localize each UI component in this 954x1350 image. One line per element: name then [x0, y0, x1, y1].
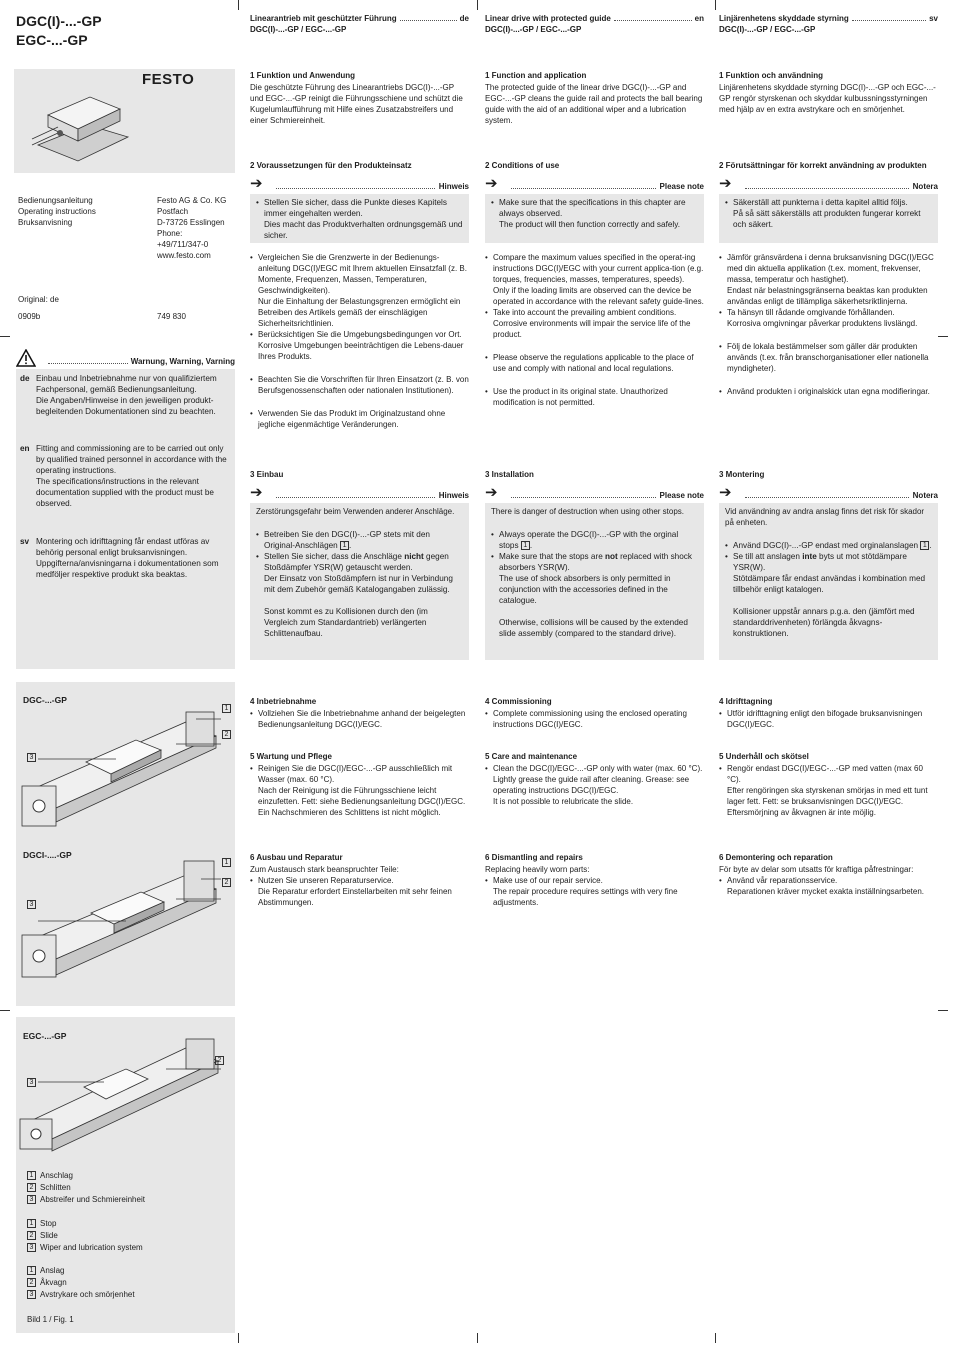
- crop-mark: [938, 1010, 948, 1011]
- text: Ein Nachschmieren des Schlittens ist nicht möglich.: [258, 808, 441, 817]
- arrow-right-icon: ➔: [719, 175, 732, 192]
- callout-3: 3: [27, 753, 36, 762]
- text: nicht: [404, 552, 424, 561]
- text: Zerstörungsgefahr beim Verwenden anderer Anschläge.: [256, 507, 455, 516]
- note-bar: [485, 481, 704, 501]
- callout-2: 2: [222, 878, 231, 887]
- language-column-sv: [719, 0, 938, 1350]
- callout-3: 3: [27, 900, 36, 909]
- text: • Jämför gränsvärdena i denna bruksanvisning DGC(I)/EGC med din aktuella applikation (t.ex. moment, frekvenser, massa, temperatur och hastighet).: [719, 252, 938, 285]
- text: 5 Underhåll och skötsel: [719, 752, 809, 761]
- lang-code-en: en: [20, 444, 30, 453]
- text: • Använd produkten i originalskick utan egna modifieringar.: [719, 386, 938, 397]
- text: Notera: [912, 182, 938, 191]
- text: Vid användning av andra anslag finns det risk för skador på enheten.: [725, 507, 925, 527]
- section-conditions: [719, 160, 938, 397]
- text: Kollisioner uppstår annars p.g.a. den (jämfört med standarddrivenheten) förlängda åkvagns-konstruktionen.: [733, 607, 915, 638]
- note-box: Zerstörungsgefahr beim Verwenden anderer Anschläge. • Betreiben Sie den DGC(I)-...-GP stets mit den Original-Anschlägen 1 . • Stellen Sie sicher, dass die Anschläge nicht gegen Stoßdämpfer YSR(W) getauscht werden. Der Einsatz von Stoßdämpfern ist nur in Verbindung mit dem Zubehör gemäß Katalogangaben zulässig. Sonst kommt es zu Kollisionen durch den (im Vergleich zum Standardantrieb) verlängerten Schlittenaufbau.: [250, 503, 469, 660]
- section-repair: [250, 852, 469, 908]
- note-box: [719, 194, 938, 243]
- figure-caption: Bild 1 / Fig. 1: [27, 1315, 74, 1324]
- doc-type: Operating instructions: [18, 207, 96, 216]
- company-line: +49/711/347-0: [157, 240, 209, 249]
- text: Hinweis: [438, 491, 469, 500]
- company-address: [157, 195, 237, 261]
- legend-sv: 1 Anslag 2 Åkvagn 3 Avstrykare och smörjenhet: [27, 1265, 135, 1301]
- text: sv: [929, 14, 938, 23]
- text: 6 Demontering och reparation: [719, 853, 833, 862]
- text: 5 Care and maintenance: [485, 752, 578, 761]
- text: Stellen Sie sicher, dass die Anschläge: [264, 552, 402, 561]
- text: Otherwise, collisions will be caused by the extended slide assembly (compared to the standard drive).: [499, 618, 688, 638]
- text: Make sure that the stops are: [499, 552, 603, 561]
- section-function: [719, 70, 938, 115]
- text: • Vollziehen Sie die Inbetriebnahme anhand der beigelegten Bedienungsanleitung DGC(I)/EGC.: [250, 708, 469, 730]
- title-line-2: EGC-...-GP: [16, 32, 88, 48]
- text: • Vergleichen Sie die Grenzwerte in der Bedienungs-anleitung DGC(I)/EGC mit Ihrem aktuellen Einsatzfall (z. B. Momente, Frequenzen, Massen, Temperaturen, Geschwindigkeiten).: [250, 252, 469, 296]
- doc-type: Bruksanvisning: [18, 218, 73, 227]
- text: DGC(I)-...-GP / EGC-...-GP: [250, 25, 347, 34]
- callout-1: 1: [222, 858, 231, 867]
- product-illustration: [28, 75, 138, 170]
- language-column-en: [485, 0, 704, 1350]
- text: Der Einsatz von Stoßdämpfern ist nur in Verbindung mit dem Zubehör gemäß Katalogangaben zulässig.: [264, 574, 453, 594]
- text: Please note: [659, 491, 704, 500]
- doc-type-list: [18, 195, 148, 228]
- text: • Rengör endast DGC(I)/EGC-...-GP med vatten (max 60 °C).: [719, 763, 938, 785]
- text: 4 Inbetriebnahme: [250, 697, 317, 706]
- section-function: [250, 70, 469, 126]
- text: 2 Conditions of use: [485, 161, 560, 170]
- text: Betreiben Sie den DGC(I)-...-GP stets mit den Original-Anschlägen: [264, 530, 430, 550]
- text: • Nutzen Sie unseren Reparaturservice.: [250, 875, 469, 886]
- company-line: Postfach: [157, 207, 189, 216]
- text: not: [605, 552, 618, 561]
- text: Linearantrieb mit geschützter Führung: [250, 14, 397, 23]
- text: The protected guide of the linear drive DGC(I)-...-GP and EGC-...-GP cleans the guide rail and protects the ball bearing guide with the aid of an additional wiper and a lubrication system.: [485, 83, 703, 125]
- text: • Verwenden Sie das Produkt im Originalzustand ohne jegliche eigenmächtige Veränderungen.: [250, 408, 469, 430]
- callout-2: 2: [222, 730, 231, 739]
- note-bar: [485, 172, 704, 192]
- figure-label-egc: EGC-...-GP: [23, 1031, 67, 1041]
- text: The repair procedure requires settings with very fine adjustments.: [493, 887, 678, 907]
- note-bar: [250, 481, 469, 501]
- text: Lightly grease the guide rail after cleaning. Grease: see operating instructions DGC(I)/EGC.: [493, 775, 690, 795]
- arrow-right-icon: ➔: [250, 484, 263, 501]
- text: Nach der Reinigung ist die Führungsschiene leicht einzufetten. Fett: siehe Bedienungsanleitung DGC(I)/EGC.: [258, 786, 466, 806]
- text: • Stellen Sie sicher, dass die Punkte dieses Kapitels immer eingehalten werden.: [256, 197, 463, 219]
- crop-mark: [0, 1010, 10, 1011]
- text: Only if the loading limits are observed can the device be operated in accordance with the relevant safety guide-lines.: [493, 286, 704, 306]
- text: Please note: [659, 182, 704, 191]
- callout-2: 2: [215, 1056, 224, 1065]
- section-function: [485, 70, 704, 126]
- part-number: 749 830: [157, 312, 186, 321]
- text: Se till att anslagen: [733, 552, 800, 561]
- text: It is not possible to relubricate the slide.: [493, 797, 634, 806]
- text: Replacing heavily worn parts:: [485, 865, 590, 874]
- warning-label: Warnung, Warning, Varning: [130, 357, 235, 366]
- crop-mark: [477, 1333, 478, 1343]
- text: • Take into account the prevailing ambient conditions.: [485, 307, 704, 318]
- text: Stötdämpare får endast användas i kombination med tillbehör enligt katalogen.: [733, 574, 926, 594]
- arrow-right-icon: ➔: [485, 484, 498, 501]
- text: 2 Förutsättningar för korrekt användning av produkten: [719, 161, 927, 170]
- note-box: [485, 194, 704, 243]
- text: 6 Dismantling and repairs: [485, 853, 583, 862]
- dgc-illustration: [16, 692, 235, 842]
- egc-illustration: [16, 1029, 235, 1154]
- text: • Berücksichtigen Sie die Umgebungsbedingungen vor Ort.: [250, 329, 469, 340]
- warning-text-en: Fitting and commissioning are to be carried out only by qualified trained personnel in accordance with the operating instructions. The specifications/instructions in the relevant documentation supplied with the product must be observed.: [36, 444, 227, 508]
- text: Korrosiva omgivningar påverkar produktens livslängd.: [727, 319, 918, 328]
- arrow-right-icon: ➔: [719, 484, 732, 501]
- text: 6 Ausbau und Reparatur: [250, 853, 343, 862]
- text: • Please observe the regulations applicable to the place of use and comply with national and local regulations.: [485, 352, 704, 374]
- text: Always operate the DGC(I)-...-GP with the orginal stops: [499, 530, 679, 550]
- text: Använd DGC(I)-...-GP endast med orginalanslagen: [733, 541, 919, 550]
- warning-text-de: Einbau und Inbetriebnahme nur von qualifiziertem Fachpersonal, gemäß Bedienungsanleitung. Die Angaben/Hinweise in den jeweiligen produkt-begleitenden Dokumentationen sind zu beachten.: [36, 374, 217, 416]
- text: 1 Function and application: [485, 71, 587, 80]
- text: de: [459, 14, 469, 23]
- text: Dies macht das Produktverhalten ordnungsgemäß und sicher.: [264, 220, 463, 240]
- text: 2 Voraussetzungen für den Produkteinsatz: [250, 161, 412, 170]
- warning-text-sv: Montering och idrifttagning får endast utföras av behörig personal enligt bruksanvisningen. Uppgifterna/anvisningarna i dokumentationen som medföljer respektive produkt ska beaktas.: [36, 537, 219, 579]
- company-line: D-73726 Esslingen: [157, 218, 225, 227]
- section-repair: [485, 852, 704, 908]
- text: • Complete commissioning using the enclosed operating instructions DGC(I)/EGC.: [485, 708, 704, 730]
- figure-label-dgci: DGCI-....-GP: [23, 850, 72, 860]
- company-website: www.festo.com: [157, 251, 211, 260]
- text: Linjärenhetens skyddade styrning DGC(I)-...-GP och EGC-...-GP rengör styrskenan och skyddar kulbussningsstyrningen med hjälp av en extra avstrykare och en smörjenhet.: [719, 83, 936, 114]
- text: Reparationen kräver mycket exakta inställningsarbeten.: [727, 887, 924, 896]
- figure-panel-egc: [16, 1017, 235, 1333]
- text: The product will then function correctly and safely.: [499, 220, 680, 229]
- section-maintenance: [485, 751, 704, 807]
- section-installation: [250, 469, 469, 660]
- text: Notera: [912, 491, 938, 500]
- text: Zum Austausch stark beanspruchter Teile:: [250, 865, 399, 874]
- text: inte: [802, 552, 817, 561]
- crop-mark: [238, 0, 239, 10]
- text: • Säkerställ att punkterna i detta kapitel alltid följs.: [725, 197, 932, 208]
- section-repair: [719, 852, 938, 897]
- section-conditions: [485, 160, 704, 408]
- warning-bar: [16, 343, 235, 367]
- text: • Följ de lokala bestämmelser som gäller där produkten används (t.ex. från branschorganisationer eller nationella myndigheter).: [719, 341, 938, 374]
- text: Die geschützte Führung des Linearantriebs DGC(I)-...-GP und EGC-...-GP reinigt die Führungsschiene und schützt die Kugelumlaufführung mit Hilfe eines Zusatzabstreifers und einer Schmiereinheit.: [250, 83, 463, 125]
- text: 3 Installation: [485, 470, 534, 479]
- text: • Använd vår reparationsservice.: [719, 875, 938, 886]
- dgci-illustration: [16, 847, 235, 997]
- original-language: Original: de: [18, 295, 59, 304]
- text: 5 Wartung und Pflege: [250, 752, 332, 761]
- text: • Clean the DGC(I)/EGC-...-GP only with water (max. 60 °C).: [485, 763, 704, 774]
- section-commissioning: [719, 696, 938, 730]
- title-line-1: DGC(I)-...-GP: [16, 13, 102, 29]
- company-line: Festo AG & Co. KG: [157, 196, 227, 205]
- product-header-panel: [14, 69, 235, 173]
- text: en: [694, 14, 704, 23]
- note-bar: [250, 172, 469, 192]
- text: There is danger of destruction when using other stops.: [491, 507, 684, 516]
- arrow-right-icon: ➔: [485, 175, 498, 192]
- text: 3 Montering: [719, 470, 765, 479]
- note-box: [250, 194, 469, 243]
- text: För byte av delar som utsatts för kraftiga påfrestningar:: [719, 865, 914, 874]
- crop-mark: [715, 0, 716, 10]
- text: • Compare the maximum values specified in the operat-ing instructions DGC(I)/EGC with your current applica-tion (e.g. torques, frequencies, masses, temperatures, speeds).: [485, 252, 704, 285]
- text: 1 Funktion und Anwendung: [250, 71, 356, 80]
- text: • Make sure that the specifications in this chapter are always observed.: [491, 197, 698, 219]
- text: Efter rengöringen ska styrskenan smörjas in med ett tunt lager fett. Fett: se bruksanvisningen DGC(I)/EGC.: [727, 786, 928, 806]
- crop-mark: [477, 0, 478, 10]
- lang-code-de: de: [20, 374, 30, 383]
- text: DGC(I)-...-GP / EGC-...-GP: [719, 25, 816, 34]
- callout-1: 1: [222, 704, 231, 713]
- document-title: [16, 12, 102, 50]
- figure-label-dgc: DGC-...-GP: [23, 695, 67, 705]
- figure-panel-dgc: [16, 682, 235, 1006]
- doc-type: Bedienungsanleitung: [18, 196, 93, 205]
- warning-section: [16, 343, 235, 669]
- section-commissioning: [250, 696, 469, 730]
- text: Linjärenhetens skyddade styrning: [719, 14, 849, 23]
- legend-en: 1 Stop 2 Slide 3 Wiper and lubrication system: [27, 1218, 143, 1254]
- section-conditions: [250, 160, 469, 430]
- column-header: [719, 13, 938, 35]
- text: replaced with shock absorbers YSR(W).: [499, 552, 692, 572]
- crop-mark: [238, 1333, 239, 1343]
- text: På så sätt säkerställs att produkten fungerar korrekt och säkert.: [733, 209, 921, 229]
- note-box: There is danger of destruction when using other stops. • Always operate the DGC(I)-...-GP with the orginal stops 1 . • Make sure that the stops are not replaced with shock absorbers YSR(W). The use of shock absorbers is only permitted in conjunction with the accessories defined in the catalogue. Otherwise, collisions will be caused by the extended slide assembly (compared to the standard drive).: [485, 503, 704, 660]
- text: Corrosive environments will impair the service life of the product.: [493, 319, 691, 339]
- text: Die Reparatur erfordert Einstellarbeiten mit sehr feinen Abstimmungen.: [258, 887, 452, 907]
- section-installation: [485, 469, 704, 660]
- note-bar: [719, 172, 938, 192]
- arrow-right-icon: ➔: [250, 175, 263, 192]
- language-column-de: [250, 0, 469, 1350]
- text: Endast när belastningsgränserna beaktas kan produkten användas enligt de tillämpliga säkerhetsriktlinjerna.: [727, 286, 928, 306]
- text: • Ta hänsyn till rådande omgivande förhållanden.: [719, 307, 938, 318]
- text: The use of shock absorbers is only permitted in conjunction with the accessories defined in the catalogue.: [499, 574, 671, 605]
- text: Eftersmörjning av åkvagnen är inte möjlig.: [727, 808, 876, 817]
- text: • Use the product in its original state. Unauthorized modification is not permitted.: [485, 386, 704, 408]
- section-commissioning: [485, 696, 704, 730]
- text: Linear drive with protected guide: [485, 14, 611, 23]
- text: • Reinigen Sie die DGC(I)/EGC-...-GP ausschließlich mit Wasser (max. 60 °C).: [250, 763, 469, 785]
- crop-mark: [938, 336, 948, 337]
- crop-mark: [0, 336, 10, 337]
- text: • Make use of our repair service.: [485, 875, 704, 886]
- warning-box: [16, 369, 235, 669]
- warning-triangle-icon: [16, 349, 36, 367]
- text: Hinweis: [438, 182, 469, 191]
- text: Nur die Einhaltung der Belastungsgrenzen ermöglicht ein Betreiben des Artikels gemäß der einschlägigen Sicherheitsrichtlinien.: [258, 297, 461, 328]
- note-bar: [719, 481, 938, 501]
- section-maintenance: [719, 751, 938, 818]
- text: Korrosive Umgebungen beeinträchtigen die Lebens-dauer Ihres Produkts.: [258, 341, 464, 361]
- version-code: 0909b: [18, 312, 41, 321]
- company-line: Phone:: [157, 229, 183, 238]
- text: 4 Idrifttagning: [719, 697, 773, 706]
- text: • Utför idrifttagning enligt den bifogade bruksanvisningen DGC(I)/EGC.: [719, 708, 938, 730]
- section-installation: [719, 469, 938, 660]
- text: 4 Commissioning: [485, 697, 552, 706]
- text: gegen Stoßdämpfer YSR(W) getauscht werden.: [264, 552, 449, 572]
- text: Sonst kommt es zu Kollisionen durch den (im Vergleich zum Standardantrieb) verlängerten Schlittenaufbau.: [264, 607, 428, 638]
- text: 1 Funktion och användning: [719, 71, 823, 80]
- text: DGC(I)-...-GP / EGC-...-GP: [485, 25, 582, 34]
- text: 3 Einbau: [250, 470, 284, 479]
- column-header: [485, 13, 704, 35]
- lang-code-sv: sv: [20, 537, 30, 546]
- legend-de: 1 Anschlag 2 Schlitten 3 Abstreifer und Schmiereinheit: [27, 1170, 145, 1206]
- callout-3: 3: [27, 1078, 36, 1087]
- text: byts ut mot stötdämpare YSR(W).: [733, 552, 907, 572]
- crop-mark: [715, 1333, 716, 1343]
- section-maintenance: [250, 751, 469, 818]
- festo-logo: FESTO: [142, 71, 195, 88]
- text: • Beachten Sie die Vorschriften für Ihren Einsatzort (z. B. von Berufsgenossenschaften oder nationalen Institutionen).: [250, 374, 469, 396]
- column-header: [250, 13, 469, 35]
- note-box: Vid användning av andra anslag finns det risk för skador på enheten. • Använd DGC(I)-...-GP endast med orginalanslagen 1 . • Se till att anslagen inte byts ut mot stötdämpare YSR(W). Stötdämpare får endast användas i kombination med tillbehör enligt katalogen. Kollisioner uppstår annars p.g.a. den (jämfört med standarddrivenheten) förlängda åkvagns-konstruktionen.: [719, 503, 938, 660]
